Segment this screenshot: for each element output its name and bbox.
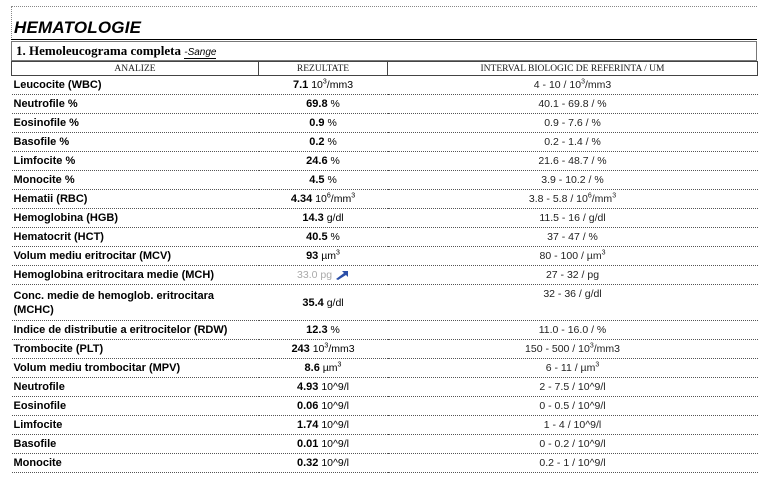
table-row	[12, 209, 758, 228]
result-cell	[259, 340, 388, 359]
analysis-name: Basofile %	[12, 133, 259, 152]
result-value: 4.5	[309, 174, 325, 186]
section-specimen: -Sange	[184, 47, 217, 58]
result-cell	[259, 247, 388, 266]
reference-text: $4 - 10 / 10^3/mm3$	[533, 78, 612, 91]
table-row	[12, 95, 758, 114]
result-unit: %	[327, 136, 337, 148]
table-row	[12, 321, 758, 340]
table-header-row	[12, 62, 758, 76]
result-unit: g/dl	[326, 296, 344, 309]
result-value: 1.74	[296, 419, 319, 431]
column-header-analize: ANALIZE	[12, 62, 259, 76]
result-unit: $10^6/mm^3$	[315, 192, 356, 205]
reference-interval	[388, 133, 758, 152]
column-header-rezultate: REZULTATE	[259, 62, 388, 76]
analysis-name: Hemoglobina eritrocitara medie (MCH)	[12, 266, 259, 285]
reference-text: 11.0 - 16.0 / %	[538, 324, 607, 336]
section-header	[11, 41, 757, 61]
table-row	[12, 171, 758, 190]
reference-interval	[388, 76, 758, 95]
analysis-name: Eosinofile	[12, 397, 259, 416]
table-row	[12, 76, 758, 95]
result-value: 33.0	[297, 269, 318, 281]
reference-interval	[388, 397, 758, 416]
table-row	[12, 340, 758, 359]
analysis-name: Eosinofile %	[12, 114, 259, 133]
result-value: 40.5	[306, 231, 328, 243]
page-title: HEMATOLOGIE	[14, 18, 142, 37]
result-unit: µm$^3$	[321, 249, 340, 262]
result-value: 35.4	[302, 296, 324, 309]
result-cell	[259, 76, 388, 95]
result-cell	[259, 321, 388, 340]
reference-text: 0.2 - 1 / 10^9/l	[539, 457, 606, 469]
result-cell	[259, 209, 388, 228]
reference-text: 0 - 0.5 / 10^9/l	[539, 400, 606, 412]
reference-text: 2 - 7.5 / 10^9/l	[539, 381, 606, 393]
table-row	[12, 454, 758, 473]
reference-interval	[388, 340, 758, 359]
reference-interval	[388, 95, 758, 114]
result-unit: 10^9/l	[321, 419, 350, 431]
result-cell	[259, 454, 388, 473]
reference-interval	[388, 454, 758, 473]
reference-interval	[388, 190, 758, 209]
table-row	[12, 416, 758, 435]
result-unit: %	[327, 174, 337, 186]
result-value: 0.32	[296, 457, 319, 469]
analysis-name: Indice de distributie a eritrocitelor (RDW)	[12, 321, 259, 340]
result-cell	[259, 416, 388, 435]
result-value: 0.2	[309, 136, 325, 148]
reference-text: $150 - 500 / 10^3/mm3$	[525, 342, 620, 355]
table-row	[12, 152, 758, 171]
result-value: 0.9	[309, 117, 325, 129]
result-cell	[259, 228, 388, 247]
result-cell	[259, 266, 388, 285]
table-row	[12, 190, 758, 209]
top-dotted-rule	[11, 6, 757, 7]
result-value: 24.6	[306, 155, 328, 167]
result-unit: %	[330, 324, 340, 336]
result-cell	[259, 152, 388, 171]
result-cell	[259, 133, 388, 152]
title-divider	[11, 39, 757, 40]
result-cell	[259, 435, 388, 454]
reference-interval	[388, 435, 758, 454]
analysis-name: Leucocite (WBC)	[12, 76, 259, 95]
analysis-name: Neutrofile	[12, 378, 259, 397]
table-row	[12, 266, 758, 285]
result-value: 69.8	[306, 98, 328, 110]
table-row	[12, 359, 758, 378]
table-row	[12, 247, 758, 266]
reference-interval	[388, 247, 758, 266]
analysis-name: Volum mediu eritrocitar (MCV)	[12, 247, 259, 266]
result-value: 14.3	[302, 212, 324, 224]
analysis-name: Trombocite (PLT)	[12, 340, 259, 359]
reference-text: 27 - 32 / pg	[545, 269, 600, 281]
reference-interval	[388, 378, 758, 397]
result-cell	[259, 190, 388, 209]
reference-text: 40.1 - 69.8 / %	[538, 98, 607, 110]
table-row	[12, 228, 758, 247]
analysis-name: Monocite	[12, 454, 259, 473]
result-cell	[259, 95, 388, 114]
reference-text: 3.9 - 10.2 / %	[541, 174, 604, 186]
result-value: 4.34	[290, 193, 313, 205]
result-unit: $10^3/mm3$	[311, 78, 354, 91]
result-unit: $10^3/mm3$	[312, 342, 355, 355]
result-unit: 10^9/l	[321, 400, 350, 412]
reference-interval	[388, 152, 758, 171]
table-row	[12, 285, 758, 321]
result-unit: g/dl	[326, 212, 344, 224]
reference-interval	[388, 171, 758, 190]
result-unit: %	[330, 98, 340, 110]
arrow-up-right-icon	[335, 270, 349, 280]
reference-text: 32 - 36 / g/dl	[543, 288, 602, 300]
result-unit: 10^9/l	[321, 381, 350, 393]
result-unit: 10^9/l	[321, 457, 350, 469]
reference-text: 1 - 4 / 10^9/l	[543, 419, 602, 431]
result-value: 0.06	[296, 400, 319, 412]
table-row	[12, 114, 758, 133]
result-value: 7.1	[292, 79, 309, 91]
reference-interval	[388, 416, 758, 435]
analysis-name: Neutrofile %	[12, 95, 259, 114]
reference-text: $3.8 - 5.8 / 10^6/mm^3$	[528, 192, 617, 205]
table-row	[12, 378, 758, 397]
result-cell	[259, 359, 388, 378]
result-value: 8.6	[304, 362, 320, 374]
reference-interval	[388, 285, 758, 321]
result-unit: %	[330, 155, 340, 167]
result-cell	[259, 114, 388, 133]
analysis-name: Hematii (RBC)	[12, 190, 259, 209]
analysis-name: Volum mediu trombocitar (MPV)	[12, 359, 259, 378]
table-row	[12, 397, 758, 416]
result-unit: 10^9/l	[321, 438, 350, 450]
reference-text: 0.9 - 7.6 / %	[544, 117, 601, 129]
reference-text: 37 - 47 / %	[547, 231, 598, 243]
analysis-name: Limfocite	[12, 416, 259, 435]
reference-text: 6 - 11 / µm$^3$	[545, 361, 600, 374]
table-row	[12, 435, 758, 454]
section-name: 1. Hemoleucograma completa	[16, 43, 181, 58]
result-unit: pg	[320, 269, 333, 281]
result-unit: %	[327, 117, 337, 129]
reference-interval	[388, 359, 758, 378]
result-value: 4.93	[296, 381, 319, 393]
table-row	[12, 133, 758, 152]
analysis-name: Hematocrit (HCT)	[12, 228, 259, 247]
column-header-interval: INTERVAL BIOLOGIC DE REFERINTA / UM	[388, 62, 758, 76]
reference-interval	[388, 321, 758, 340]
reference-interval	[388, 114, 758, 133]
reference-interval	[388, 266, 758, 285]
result-value: 93	[306, 250, 319, 262]
reference-interval	[388, 209, 758, 228]
analysis-name: Basofile	[12, 435, 259, 454]
result-cell	[259, 285, 388, 321]
result-cell	[259, 378, 388, 397]
reference-text: 0.2 - 1.4 / %	[544, 136, 601, 148]
analysis-name: Limfocite %	[12, 152, 259, 171]
reference-text: 21.6 - 48.7 / %	[538, 155, 607, 167]
result-cell	[259, 397, 388, 416]
reference-text: 11.5 - 16 / g/dl	[539, 212, 606, 224]
result-value: 243	[291, 343, 310, 355]
reference-text: 0 - 0.2 / 10^9/l	[539, 438, 606, 450]
reference-interval	[388, 228, 758, 247]
result-unit: µm$^3$	[322, 361, 342, 374]
result-value: 12.3	[306, 324, 328, 336]
result-unit: %	[330, 231, 340, 243]
reference-text: 80 - 100 / µm$^3$	[539, 249, 606, 262]
analysis-name: Monocite %	[12, 171, 259, 190]
result-value: 0.01	[296, 438, 319, 450]
result-cell	[259, 171, 388, 190]
analysis-name: Conc. medie de hemoglob. eritrocitara (MCHC)	[12, 285, 259, 321]
analysis-name: Hemoglobina (HGB)	[12, 209, 259, 228]
results-table	[11, 61, 758, 473]
